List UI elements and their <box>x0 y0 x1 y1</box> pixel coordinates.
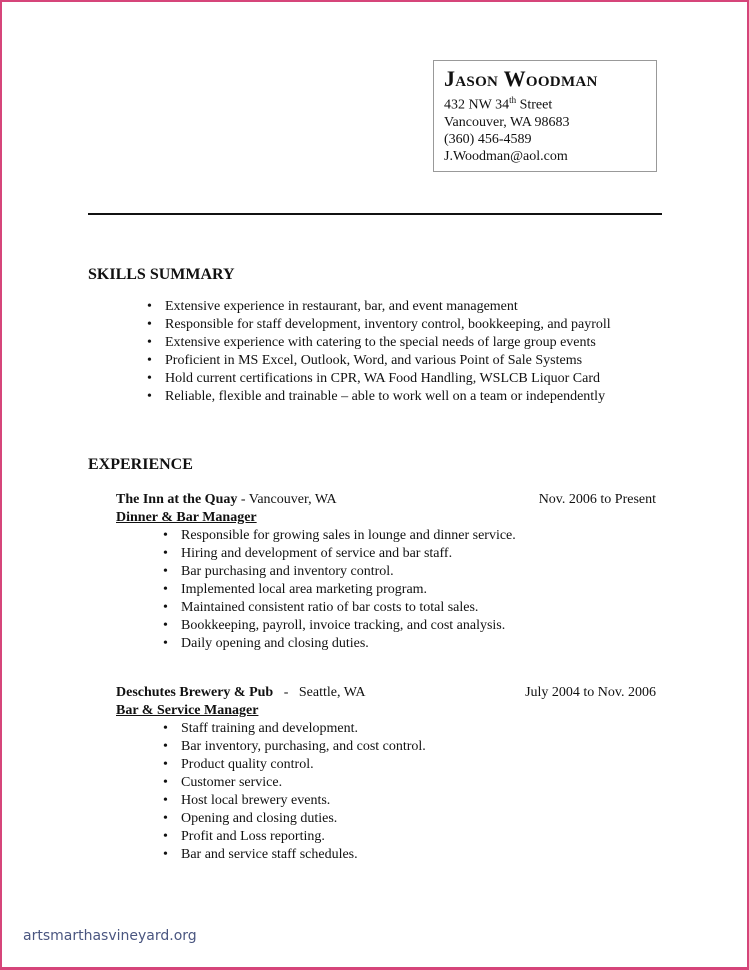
email: J.Woodman@aol.com <box>444 148 568 164</box>
address-sup: th <box>509 95 517 105</box>
watermark: artsmarthasvineyard.org <box>23 928 197 944</box>
list-item: • Maintained consistent ratio of bar costs to total sales. <box>181 599 516 617</box>
job-title: Dinner & Bar Manager <box>116 510 257 525</box>
list-item: • Reliable, flexible and trainable – able to work well on a team or independently <box>165 388 611 406</box>
job-header <box>116 685 656 701</box>
list-item: • Profit and Loss reporting. <box>181 828 426 846</box>
location: - Seattle, WA <box>273 685 366 700</box>
list-item: • Extensive experience with catering to the special needs of large group events <box>165 334 611 352</box>
divider <box>88 213 662 215</box>
list-item: • Hold current certifications in CPR, WA Food Handling, WSLCB Liquor Card <box>165 370 611 388</box>
address-street: Street <box>516 97 553 113</box>
list-item: • Responsible for staff development, inventory control, bookkeeping, and payroll <box>165 316 611 334</box>
address-number: 432 NW 34 <box>444 97 510 113</box>
duties-list <box>181 720 426 864</box>
list-item: • Product quality control. <box>181 756 426 774</box>
list-item: • Extensive experience in restaurant, bar, and event management <box>165 298 611 316</box>
city: Vancouver, WA 98683 <box>444 114 570 130</box>
list-item: • Responsible for growing sales in lounge and dinner service. <box>181 527 516 545</box>
duties-list <box>181 527 516 653</box>
company: The Inn at the Quay <box>116 492 238 507</box>
dates: Nov. 2006 to Present <box>538 492 656 507</box>
applicant-name: Jason Woodman <box>444 66 598 91</box>
skills-heading: SKILLS SUMMARY <box>88 266 235 283</box>
list-item: • Customer service. <box>181 774 426 792</box>
list-item: • Staff training and development. <box>181 720 426 738</box>
list-item: • Host local brewery events. <box>181 792 426 810</box>
list-item: • Hiring and development of service and bar staff. <box>181 545 516 563</box>
location: - Vancouver, WA <box>237 492 337 507</box>
list-item: • Bar and service staff schedules. <box>181 846 426 864</box>
list-item: • Proficient in MS Excel, Outlook, Word, and various Point of Sale Systems <box>165 352 611 370</box>
job-header <box>116 492 656 508</box>
dates: July 2004 to Nov. 2006 <box>525 685 656 700</box>
list-item: • Bookkeeping, payroll, invoice tracking, and cost analysis. <box>181 617 516 635</box>
skills-list <box>165 298 611 406</box>
list-item: • Bar purchasing and inventory control. <box>181 563 516 581</box>
job-title: Bar & Service Manager <box>116 703 259 718</box>
company: Deschutes Brewery & Pub <box>116 685 274 700</box>
list-item: • Opening and closing duties. <box>181 810 426 828</box>
contact-box <box>433 60 657 172</box>
address <box>444 92 656 114</box>
list-item: • Implemented local area marketing program. <box>181 581 516 599</box>
phone: (360) 456-4589 <box>444 131 532 147</box>
list-item: • Daily opening and closing duties. <box>181 635 516 653</box>
list-item: • Bar inventory, purchasing, and cost control. <box>181 738 426 756</box>
experience-heading: EXPERIENCE <box>88 456 193 473</box>
